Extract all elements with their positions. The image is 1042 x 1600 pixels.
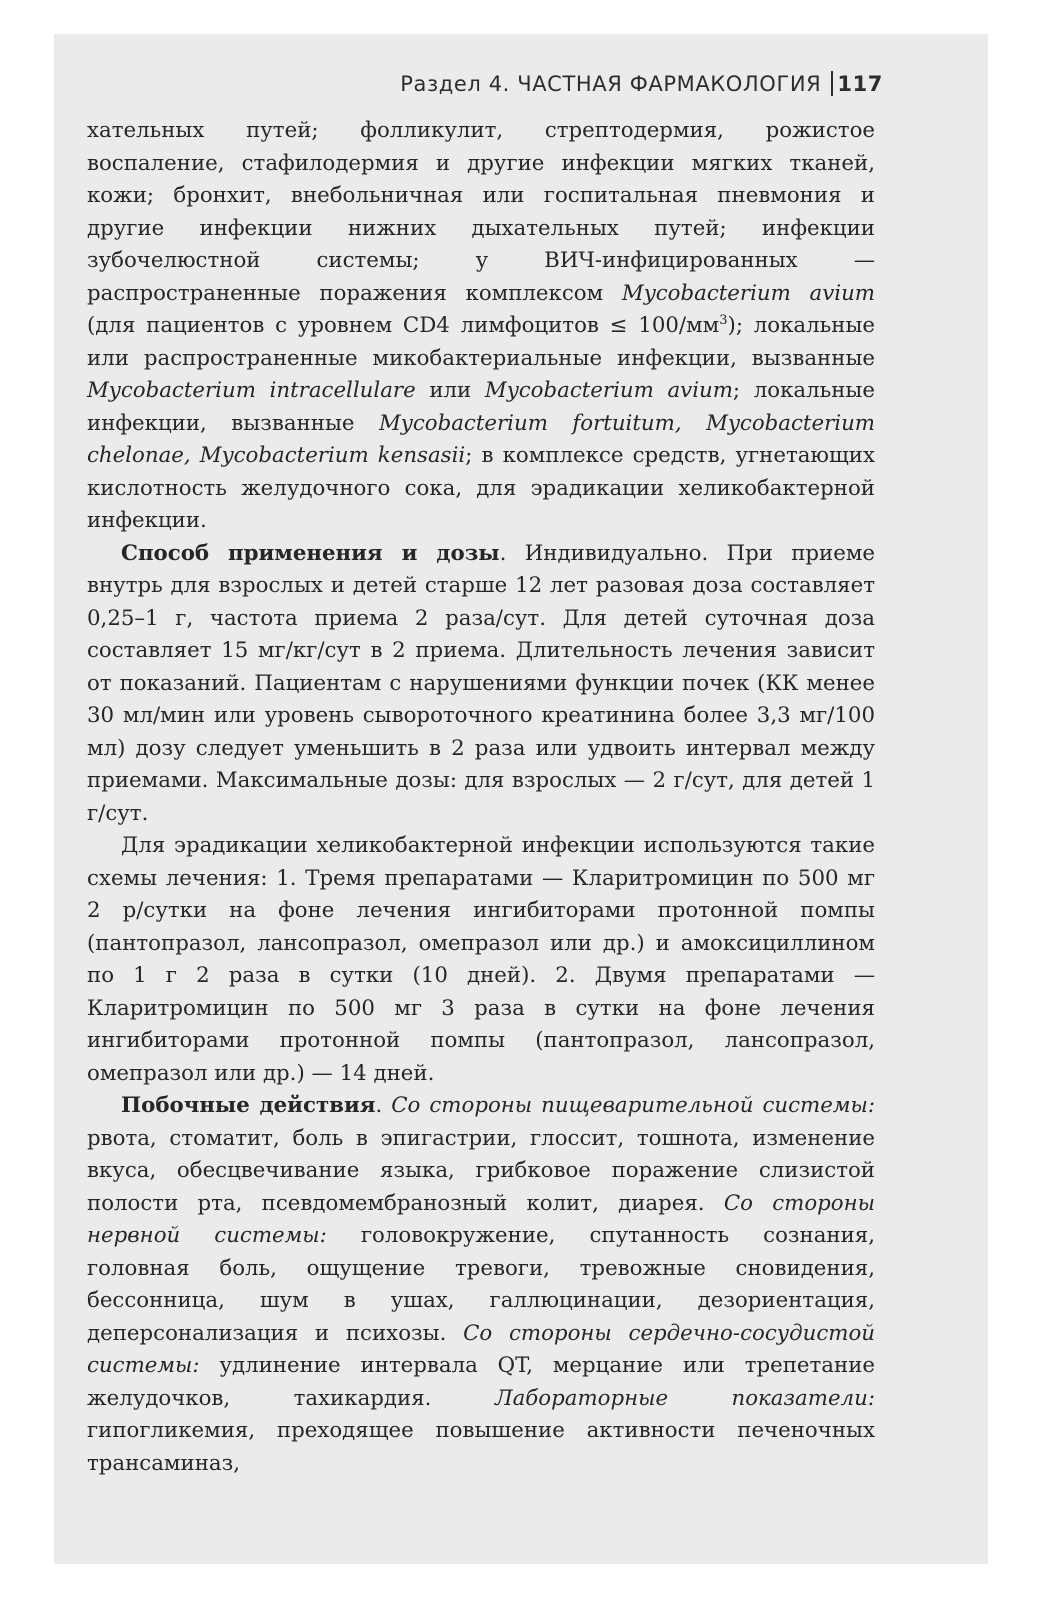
italic-text: Лабораторные показатели: [494,1385,875,1411]
page-number: 117 [837,72,883,96]
section-title: Раздел 4. ЧАСТНАЯ ФАРМАКОЛОГИЯ [400,72,822,96]
text-run: гипогликемия, преходящее повышение активности печеночных трансаминаз, [87,1418,875,1476]
running-header [400,71,883,96]
paragraph-dosage [87,538,875,831]
text-run: . Индивидуально. При приеме внутрь для взрослых и детей старше 12 лет разовая доза составляет 0,25–1 г, частота приема 2 раза/сут. Для детей суточная доза составляет 15 мг/кг/сут в 2 приема. Длительность лечения зависит от показаний. Пациентам с нарушениями функции почек (КК менее 30 мл/мин или уровень сывороточного креатинина более 3,3 мг/100 мл) дозу следует уменьшить в 2 раза или удвоить интервал между приемами. Максимальные дозы: для взрослых — 2 г/сут, для детей 1 г/сут. [87,540,875,826]
paragraph-side-effects [87,1090,875,1480]
italic-text: Mycobacterium avium [484,378,733,403]
text-run: хательных путей; фолликулит, стрептодермия, рожистое воспаление, стафилодермия и другие инфекции мягких тканей, кожи; бронхит, внебольничная или госпитальная пневмония и другие инфекции нижних дыхательных путей; инфекции зубочелюстной системы; у ВИЧ-инфицированных — распространенные поражения комплексом [87,118,875,306]
italic-text: Mycobacterium intracellulare [87,378,416,403]
text-run: . [375,1093,392,1118]
book-page [54,34,988,1564]
italic-text: Mycobacterium fortuitum, Mycobacterium chelonae, Mycobacterium kensasii [87,410,875,468]
italic-text: Mycobacterium avium [621,280,875,306]
italic-text: Со стороны сердечно-сосудистой системы: [87,1320,875,1378]
header-separator [831,71,833,96]
text-run: (для пациентов с уровнем CD4 лимфоцитов ≤ 100/мм [87,313,720,338]
superscript: 3 [719,312,728,328]
italic-text: Со стороны пищеварительной системы: [391,1093,876,1118]
text-run: или [415,378,485,403]
paragraph-eradication [87,830,875,1090]
text-run: Для эрадикации хеликобактерной инфекции используются такие схемы лечения: 1. Тремя препаратами — Кларитромицин по 500 мг 2 р/сутки на фоне лечения ингибиторами протонной помпы (пантопразол, лансопразол, омепразол или др.) и амоксициллином по 1 г 2 раза в сутки (10 дней). 2. Двумя препаратами — Кларитромицин по 500 мг 3 раза в сутки на фоне лечения ингибиторами протонной помпы (пантопразол, лансопразол, омепразол или др.) — 14 дней. [87,833,875,1086]
text-run: ; локальные инфекции, вызванные [87,378,875,436]
italic-text: Со стороны нервной системы: [87,1190,875,1248]
body-text [87,115,875,1480]
text-run: ); локальные или распространенные микобактериальные инфекции, вызванные [87,313,876,371]
text-run: головокружение, спутанность сознания, головная боль, ощущение тревоги, тревожные сновидения, бессонница, шум в ушах, галлюцинации, дезориентация, деперсонализация и психозы. [87,1223,875,1346]
text-run: удлинение интервала QT, мерцание или трепетание желудочков, тахикардия. [87,1353,875,1411]
text-run: рвота, стоматит, боль в эпигастрии, глоссит, тошнота, изменение вкуса, обесцвечивание языка, грибковое поражение слизистой полости рта, псевдомембранозный колит, диарея. [87,1125,875,1216]
bold-heading: Способ применения и дозы [121,540,500,566]
paragraph-indications [87,115,875,538]
text-run: ; в комплексе средств, угнетающих кислотность желудочного сока, для эрадикации хеликобактерной инфекции. [87,443,875,533]
bold-heading: Побочные действия [121,1093,376,1118]
